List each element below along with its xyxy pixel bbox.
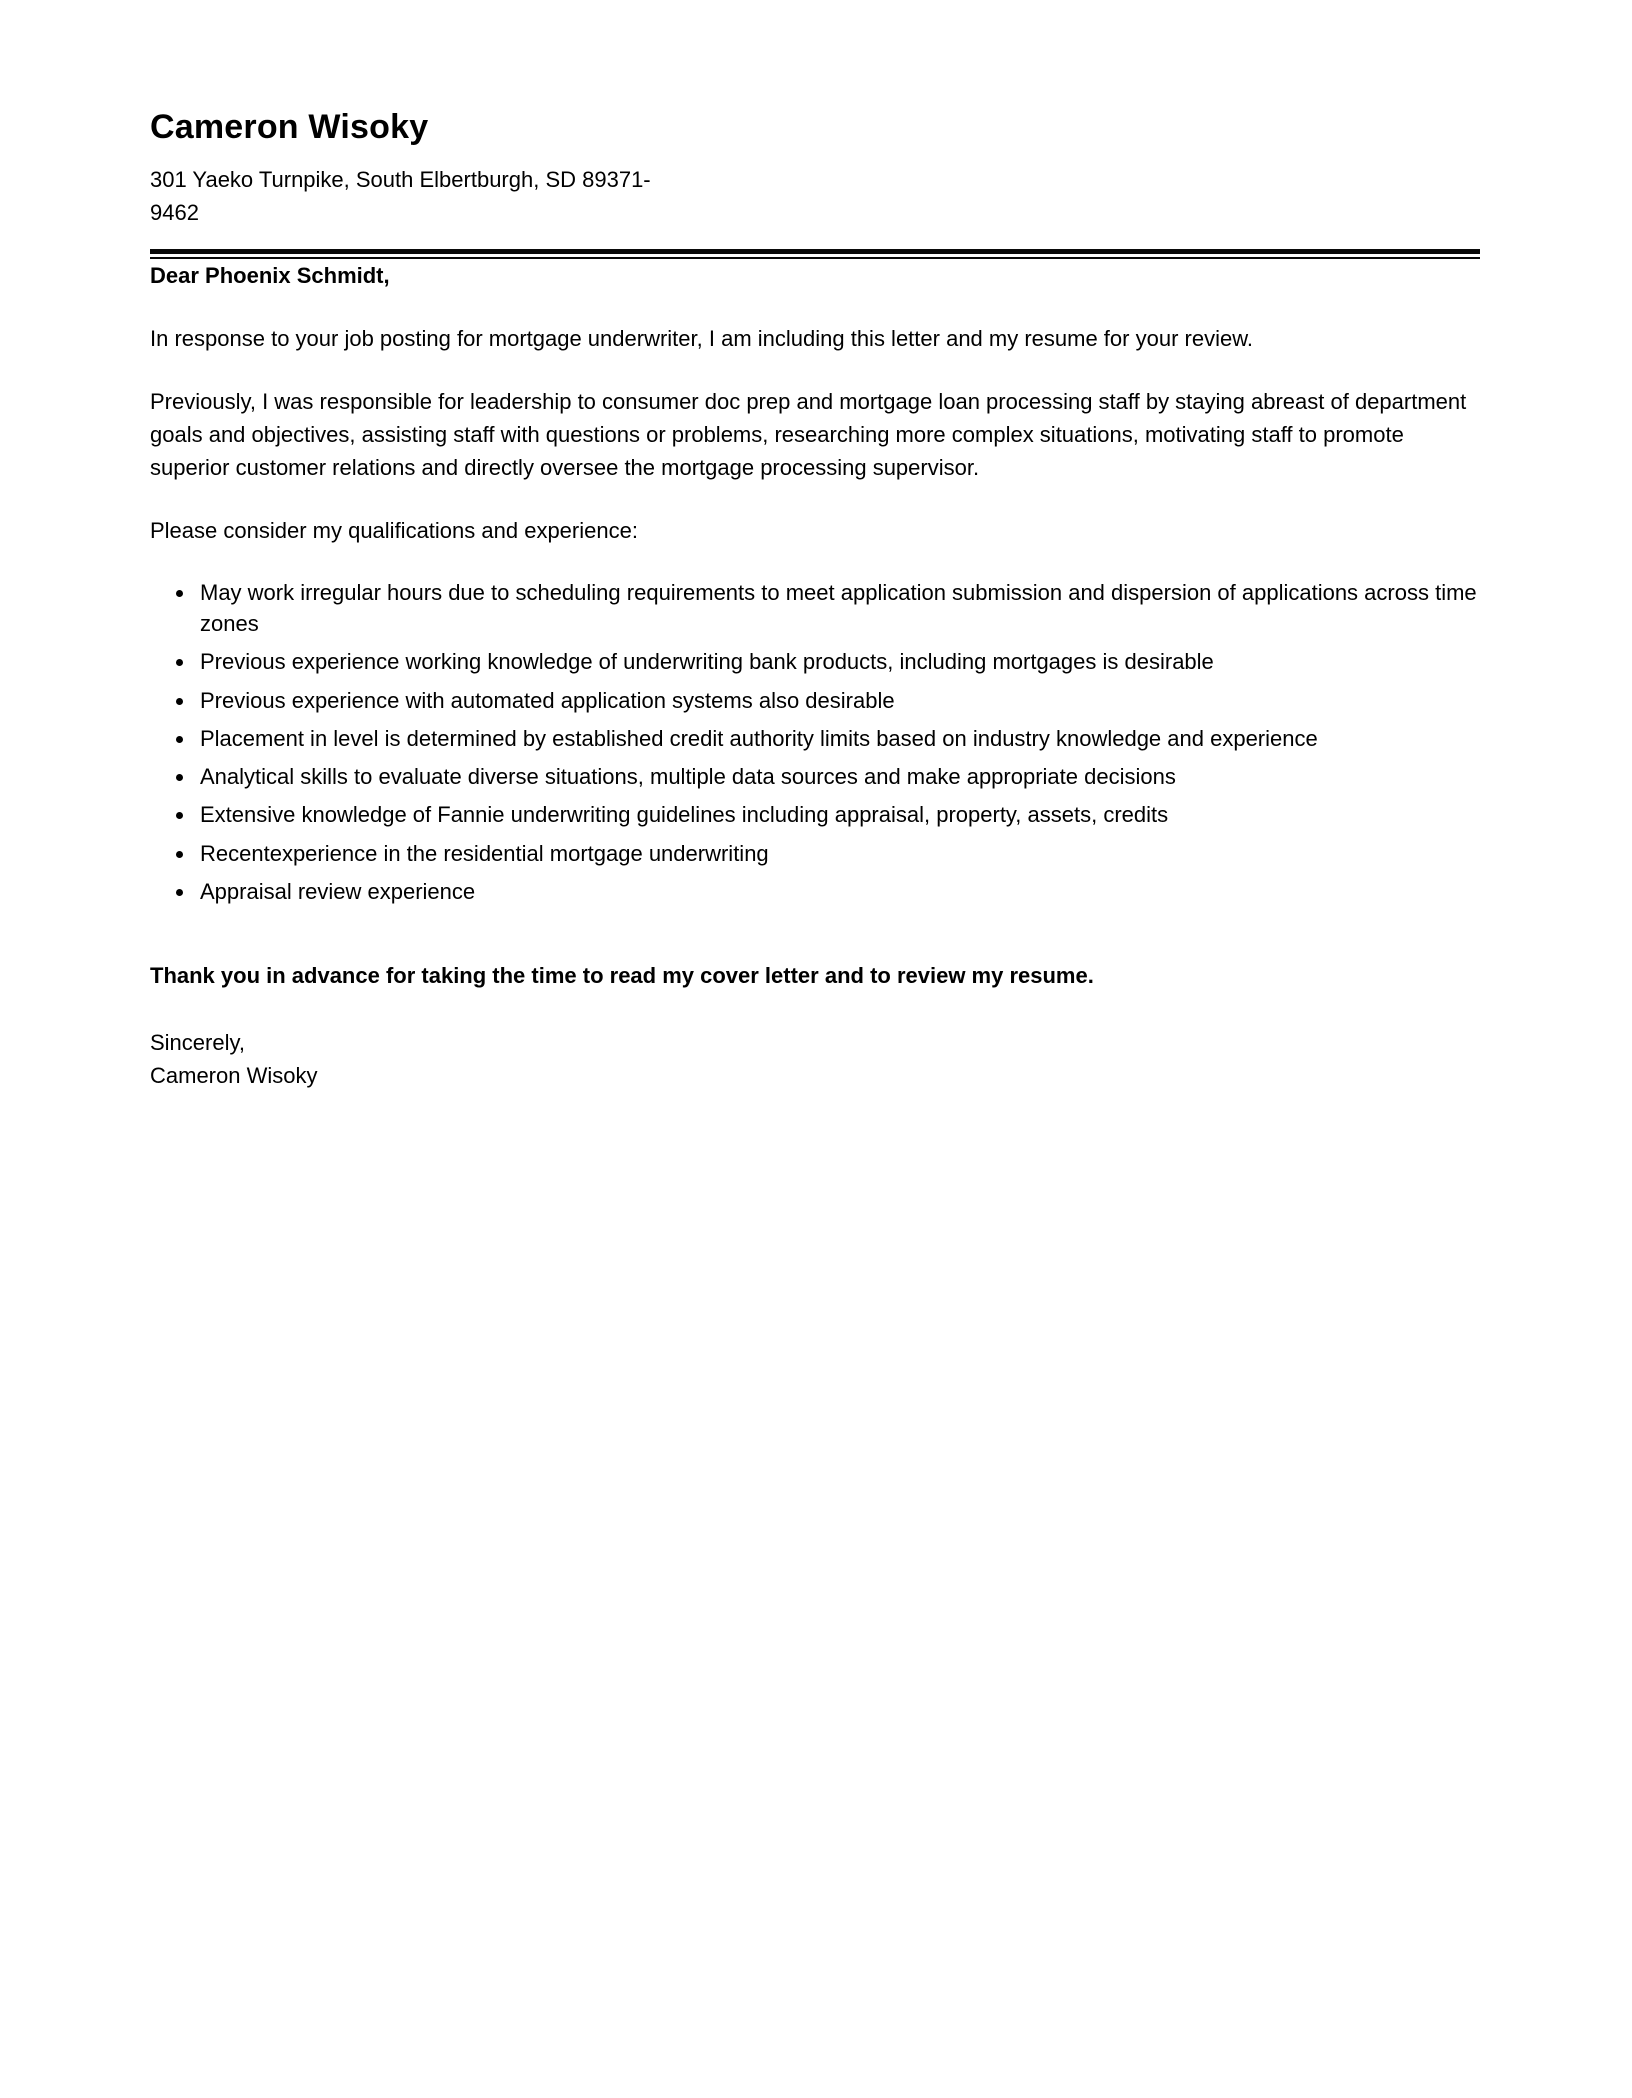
paragraph-experience: Previously, I was responsible for leadership to consumer doc prep and mortgage loan processing staff by staying abreast of department goals and objectives, assisting staff with questions or problems, researching more complex situations, motivating staff to promote superior customer relations and directly oversee the mortgage processing supervisor. — [150, 389, 1467, 480]
qualification-item: • Previous experience working knowledge of underwriting bank products, including mortgages is desirable — [196, 646, 1480, 677]
qualifications-list — [150, 577, 1480, 907]
signoff: Sincerely, — [150, 1030, 245, 1056]
qualification-item: • Placement in level is determined by established credit authority limits based on industry knowledge and experience — [196, 723, 1480, 754]
qualification-item: • Previous experience with automated application systems also desirable — [196, 685, 1480, 716]
sender-address-line-2: 9462 — [150, 200, 199, 225]
qualification-item: • Extensive knowledge of Fannie underwriting guidelines including appraisal, property, assets, credits — [196, 799, 1480, 830]
paragraph-qualifications-lead: Please consider my qualifications and experience: — [150, 518, 638, 543]
paragraph-thanks: Thank you in advance for taking the time to read my cover letter and to review my resume. — [150, 963, 1094, 989]
header-divider — [150, 249, 1480, 259]
qualification-item: • Appraisal review experience — [196, 876, 1480, 907]
sender-name: Cameron Wisoky — [150, 108, 429, 146]
sender-address-line-1: 301 Yaeko Turnpike, South Elbertburgh, SD 89371- — [150, 167, 651, 192]
greeting: Dear Phoenix Schmidt, — [150, 263, 390, 288]
signature-name: Cameron Wisoky — [150, 1063, 318, 1089]
qualification-item: • Recentexperience in the residential mortgage underwriting — [196, 838, 1480, 869]
qualification-item: • May work irregular hours due to scheduling requirements to meet application submission and dispersion of applications across time zones — [196, 577, 1480, 639]
paragraph-intro: In response to your job posting for mortgage underwriter, I am including this letter and my resume for your review. — [150, 326, 1253, 351]
qualification-item: • Analytical skills to evaluate diverse situations, multiple data sources and make appropriate decisions — [196, 761, 1480, 792]
